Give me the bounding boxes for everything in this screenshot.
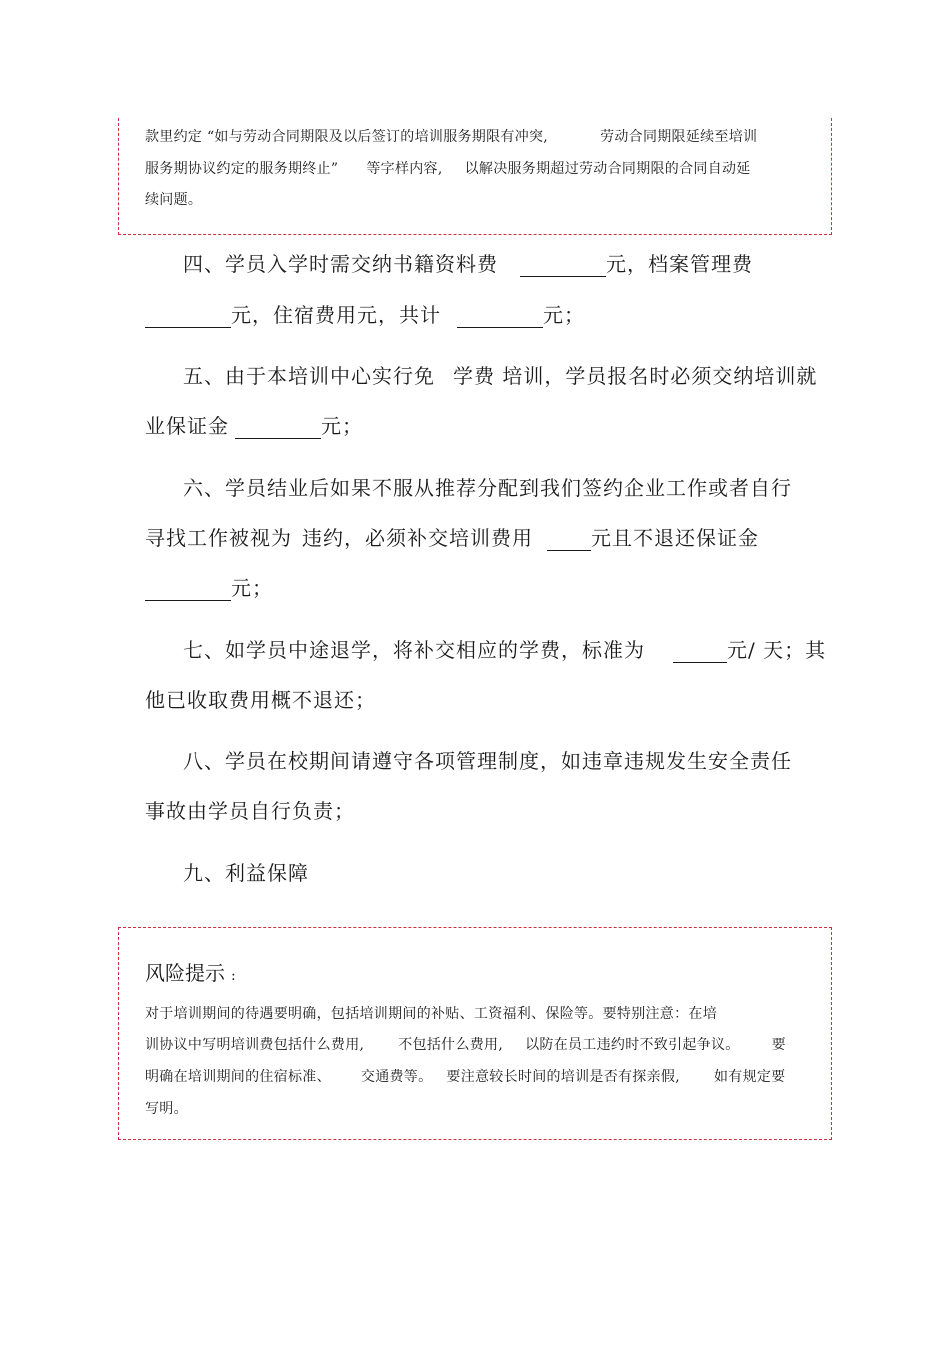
- risk-note-text: 如有规定要: [713, 1069, 786, 1085]
- risk-note-line-1: 对于培训期间的待遇要明确，包括培训期间的补贴、工资福利、保险等。要特别注意：在培: [145, 1006, 717, 1022]
- top-note-line-3: 续问题。: [145, 192, 203, 208]
- risk-note-text: 不包括什么费用,: [398, 1037, 504, 1053]
- clause-4-line-2: [145, 299, 585, 328]
- clause-5-line-1: [183, 360, 817, 389]
- risk-note-line-3: [145, 1066, 785, 1086]
- risk-note-line-2: [145, 1034, 786, 1054]
- clause-text: 元且不退还保证金: [591, 526, 759, 550]
- clause-9-heading: 九、利益保障: [183, 861, 309, 885]
- top-note-line-1: [145, 126, 757, 146]
- fill-blank: [145, 307, 231, 328]
- risk-note-text: 以防在员工违约时不致引起争议。: [525, 1037, 740, 1053]
- clause-text: 元；: [231, 576, 273, 600]
- clause-6-line-2: [145, 522, 759, 551]
- clause-text: 违约，必须补交培训费用: [302, 526, 533, 550]
- clause-text: 元/ 天；其: [727, 638, 827, 662]
- fill-blank: [547, 530, 591, 551]
- risk-note-title: [145, 957, 236, 986]
- risk-note-text: 明确在培训期间的住宿标准、: [145, 1069, 331, 1085]
- fill-blank: [457, 307, 543, 328]
- clause-text: 业保证金: [145, 414, 229, 438]
- fill-blank: [673, 642, 727, 663]
- top-note-text: 等字样内容,: [366, 161, 443, 177]
- risk-note-text: 训协议中写明培训费包括什么费用,: [145, 1037, 365, 1053]
- clause-7-line-1: [183, 634, 826, 663]
- top-note-text: 款里约定 “如与劳动合同期限及以后签订的培训服务期限有冲突,: [145, 129, 549, 145]
- top-note-text: 以解决服务期超过劳动合同期限的合同自动延: [464, 161, 751, 177]
- risk-title-colon: :: [231, 968, 236, 984]
- clause-text: 学费 培训，学员报名时必须交纳培训就: [453, 364, 818, 388]
- clause-7-line-2: 他已收取费用概不退还；: [145, 688, 376, 712]
- clause-text: 元；: [321, 414, 363, 438]
- risk-note-text: 交通费等。: [360, 1069, 433, 1085]
- fill-blank: [520, 256, 606, 277]
- clause-text: 七、如学员中途退学，将补交相应的学费，标准为: [183, 638, 645, 662]
- clause-text: 五、由于本培训中心实行免: [183, 364, 435, 388]
- risk-note-line-4: 写明。: [145, 1101, 188, 1117]
- risk-title-text: 风险提示: [145, 961, 225, 985]
- clause-8-line-1: 八、学员在校期间请遵守各项管理制度，如违章违规发生安全责任: [183, 749, 792, 773]
- clause-4-line-1: [183, 248, 753, 277]
- clause-6-line-1: 六、学员结业后如果不服从推荐分配到我们签约企业工作或者自行: [183, 476, 792, 500]
- clause-text: 寻找工作被视为: [145, 526, 292, 550]
- fill-blank: [145, 580, 231, 601]
- clause-6-line-3: [145, 572, 273, 601]
- clause-text: 元，住宿费用元，共计: [231, 303, 441, 327]
- top-note-text: 服务期协议约定的服务期终止”: [145, 161, 339, 177]
- risk-note-text: 要: [771, 1037, 786, 1053]
- fill-blank: [235, 418, 321, 439]
- top-note-text: 劳动合同期限延续至培训: [600, 129, 758, 145]
- clause-8-line-2: 事故由学员自行负责；: [145, 799, 355, 823]
- top-note-line-2: [145, 158, 751, 178]
- clause-text: 四、学员入学时需交纳书籍资料费: [183, 252, 498, 276]
- risk-note-text: 要注意较长时间的培训是否有探亲假,: [446, 1069, 680, 1085]
- clause-text: 元；: [543, 303, 585, 327]
- clause-text: 元，档案管理费: [606, 252, 753, 276]
- clause-5-line-2: [145, 410, 363, 439]
